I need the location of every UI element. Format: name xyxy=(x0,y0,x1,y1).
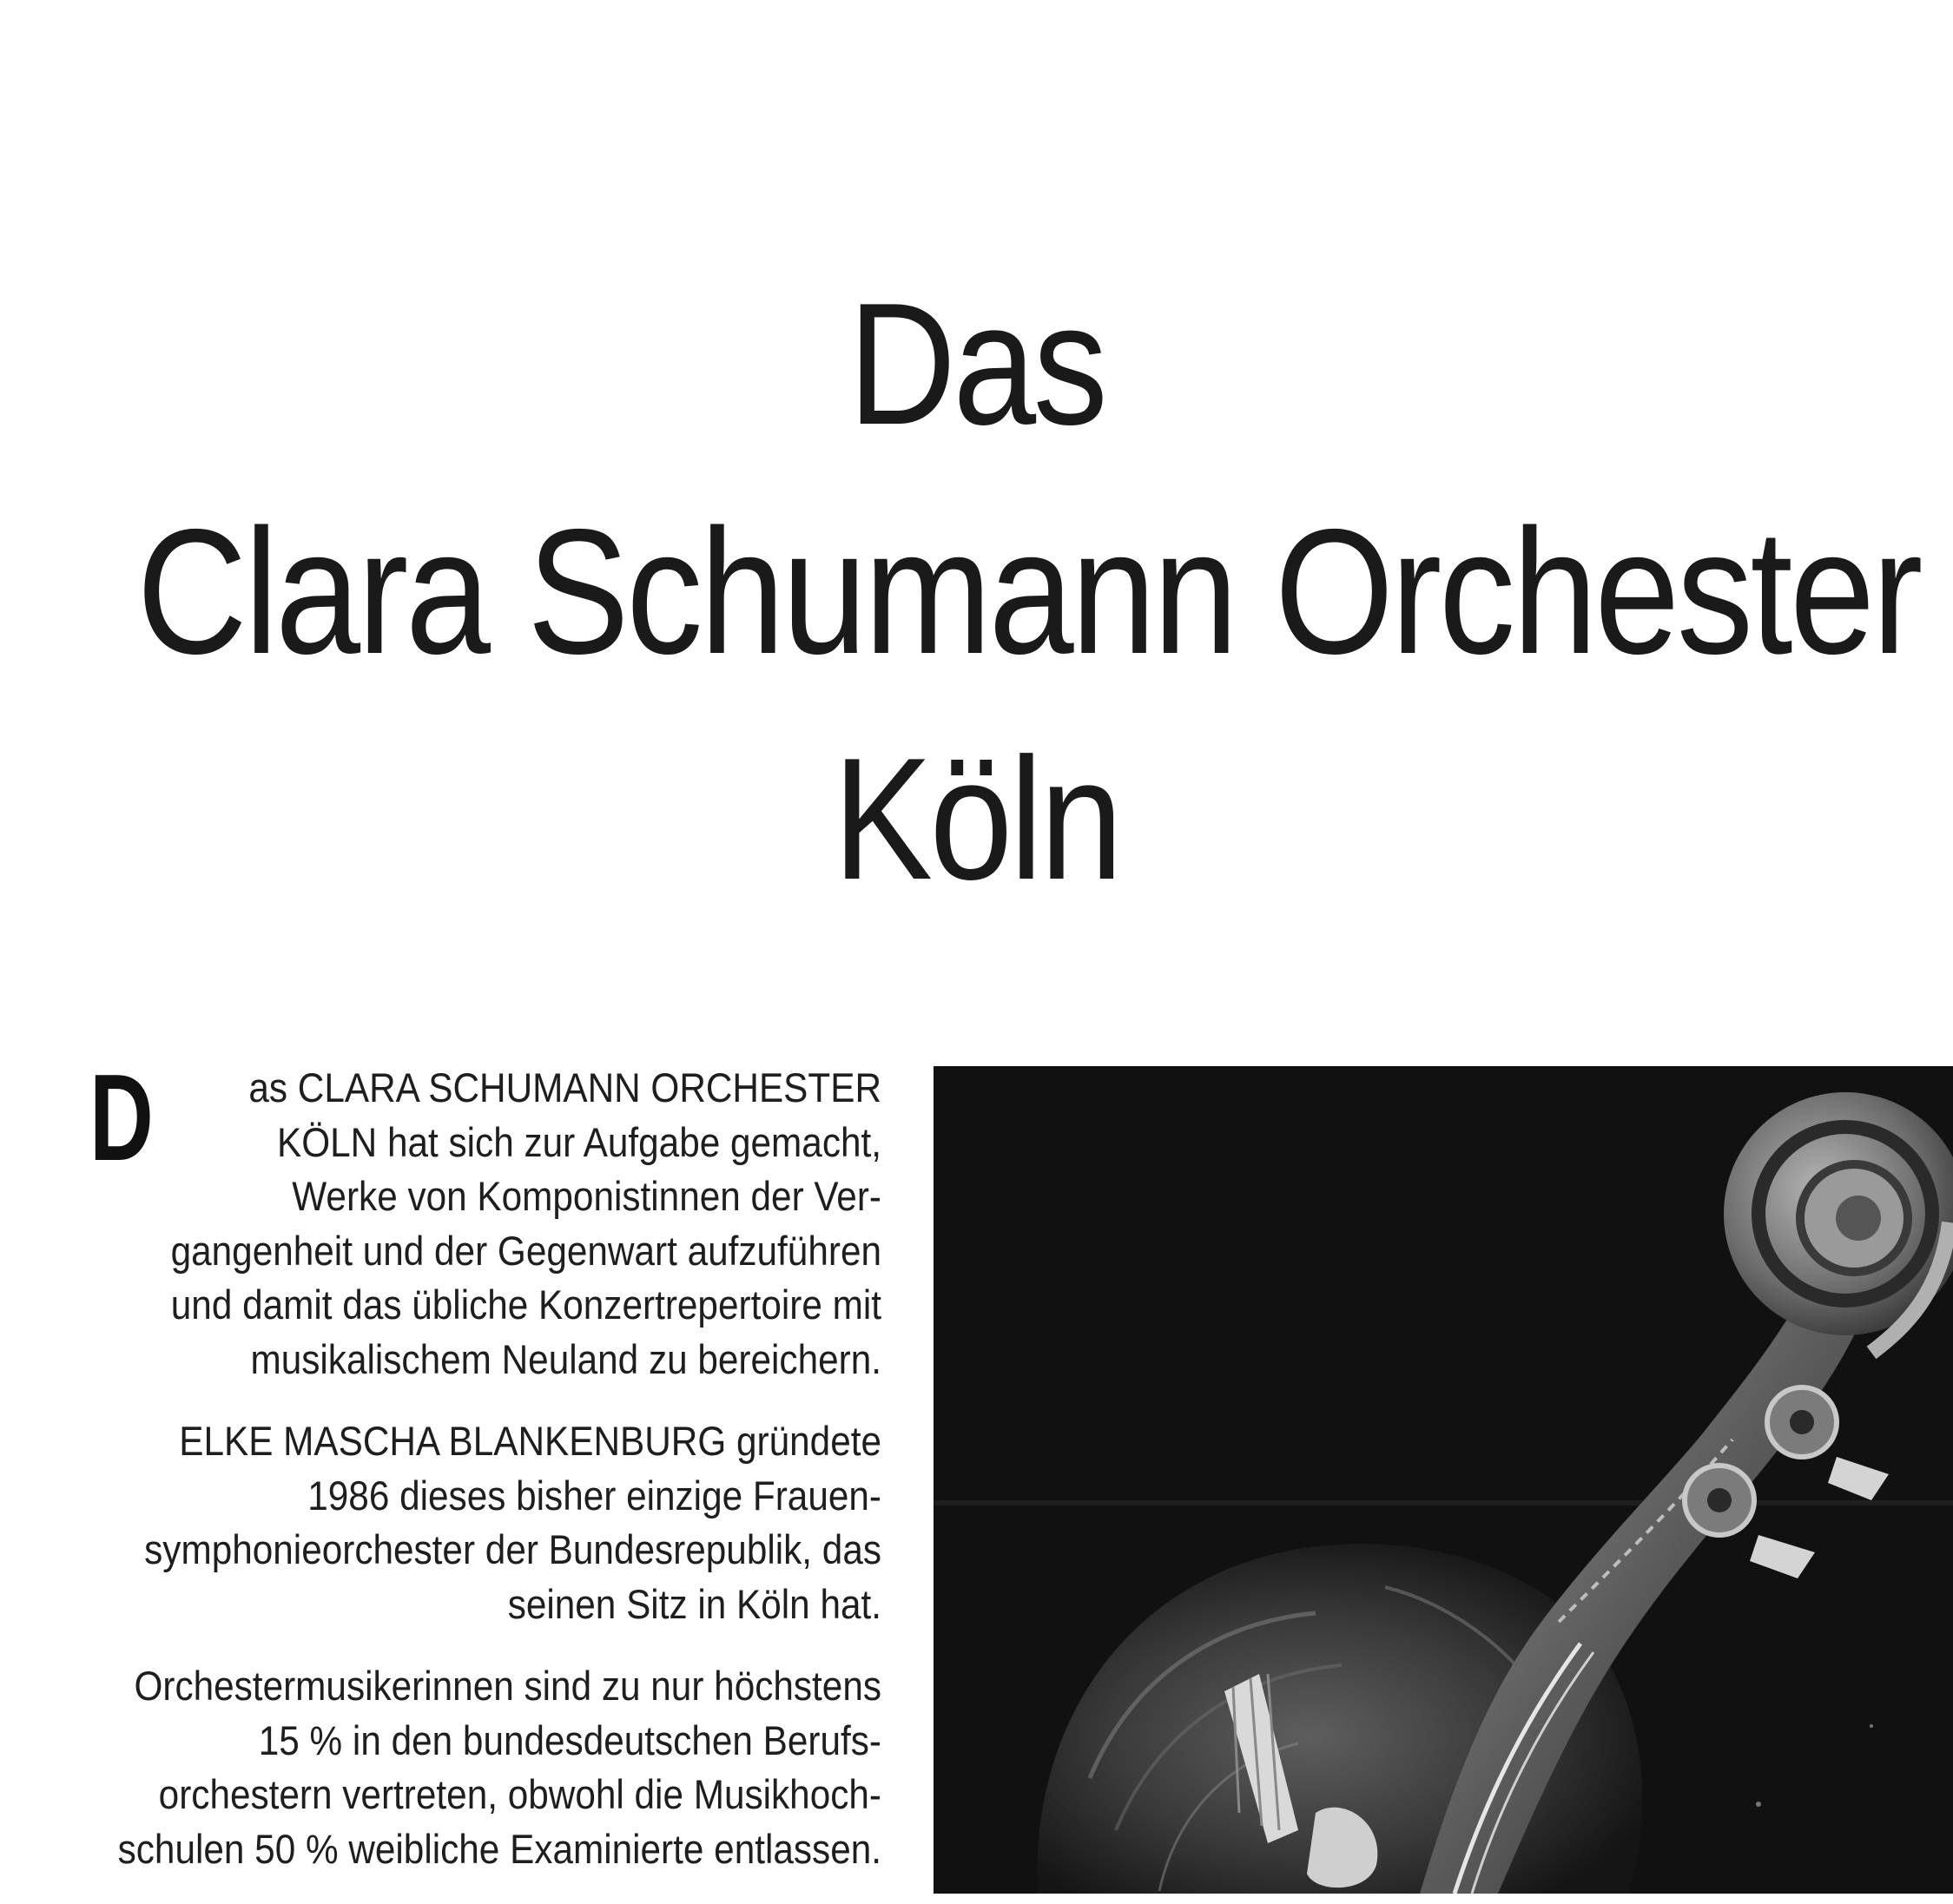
founding-line: 1986 dieses bisher einzige Frauen- xyxy=(307,1472,881,1519)
photo-illustration xyxy=(934,1066,1953,1894)
intro-paragraph xyxy=(0,1049,881,1387)
intro-line: und damit das übliche Konzertrepertoire mit xyxy=(170,1281,881,1328)
statistics-line: orchestern vertreten, obwohl die Musikhoch- xyxy=(158,1771,881,1817)
founding-line: symphonieorchester der Bundesrepublik, das xyxy=(144,1526,881,1572)
title-line-orchestra-name: Clara Schumann Orchester xyxy=(136,492,1920,691)
title-line-city: Köln xyxy=(833,722,1120,916)
title-line-das: Das xyxy=(848,267,1105,461)
founding-paragraph xyxy=(0,1414,881,1631)
intro-line: KÖLN hat sich zur Aufgabe gemacht, xyxy=(277,1118,881,1165)
intro-line: gangenheit und der Gegenwart aufzuführen xyxy=(170,1227,881,1274)
statistics-paragraph xyxy=(0,1659,881,1876)
body-text-column xyxy=(0,1049,882,1904)
intro-line: Werke von Komponistinnen der Ver- xyxy=(292,1173,881,1219)
intro-line: as CLARA SCHUMANN ORCHESTER xyxy=(248,1064,881,1110)
intro-line: musikalischem Neuland zu bereichern. xyxy=(250,1335,881,1382)
statistics-line: schulen 50 % weibliche Examinierte entlassen. xyxy=(117,1825,882,1872)
double-bass-photo xyxy=(934,1066,1953,1894)
drop-cap: D xyxy=(89,1049,154,1187)
founding-line: seinen Sitz in Köln hat. xyxy=(507,1580,881,1627)
founding-line: ELKE MASCHA BLANKENBURG gründete xyxy=(179,1418,881,1464)
statistics-line: 15 % in den bundesdeutschen Berufs- xyxy=(258,1716,881,1763)
statistics-line: Orchestermusikerinnen sind zu nur höchstens xyxy=(134,1663,881,1709)
page-title xyxy=(0,260,1953,924)
